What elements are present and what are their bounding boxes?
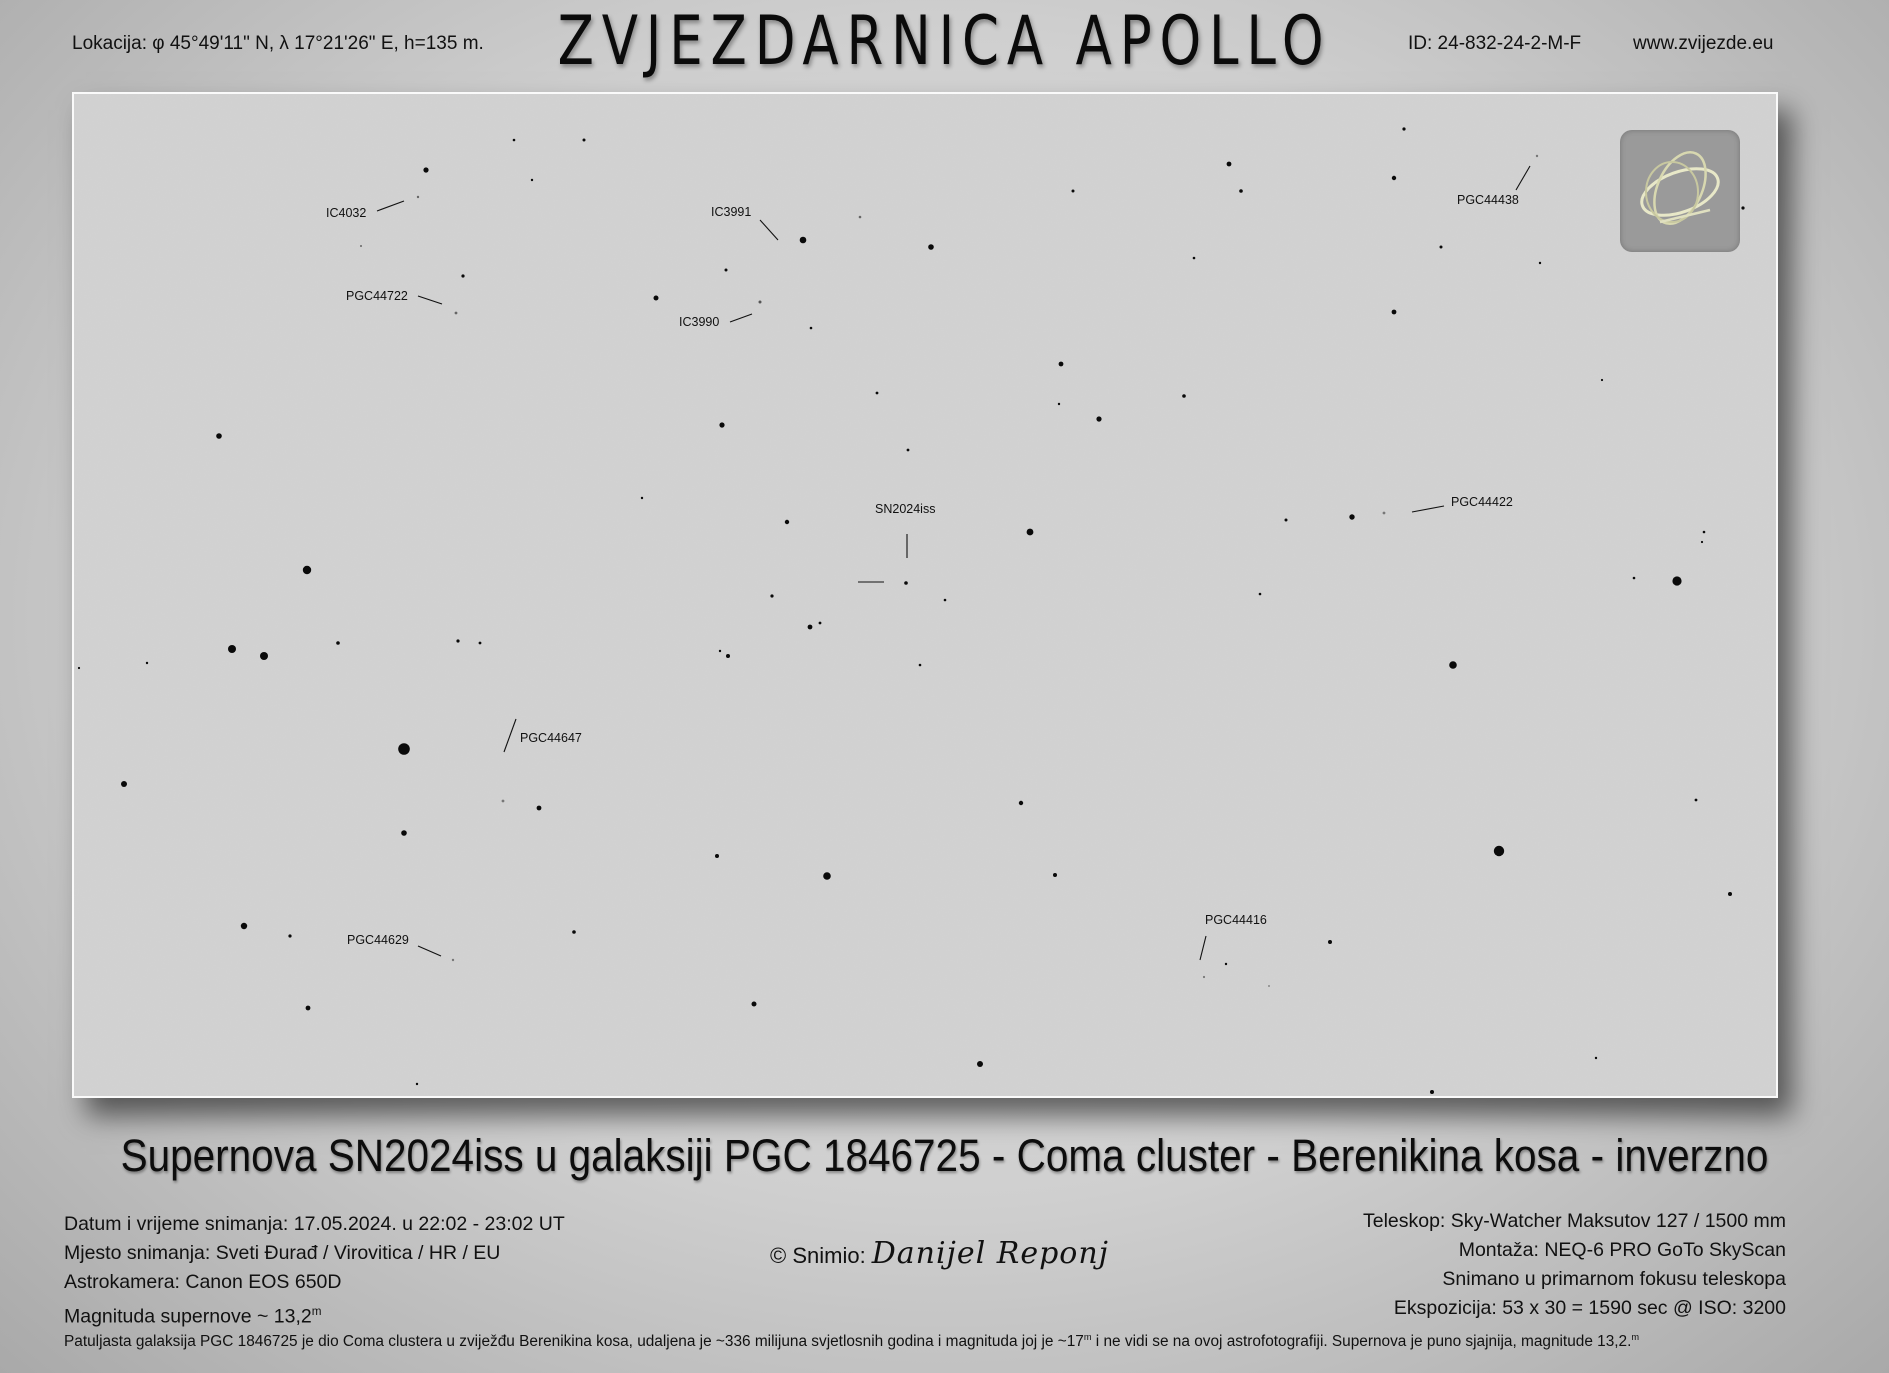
star — [78, 667, 80, 669]
star — [810, 327, 813, 330]
star — [1203, 976, 1205, 978]
star — [823, 872, 831, 880]
star — [1695, 799, 1698, 802]
camera-info: Astrokamera: Canon EOS 650D — [64, 1271, 342, 1293]
star — [725, 269, 728, 272]
star — [1072, 190, 1075, 193]
star — [1268, 985, 1270, 987]
website-text: www.zvijezde.eu — [1633, 33, 1774, 54]
label-sn2024iss: SN2024iss — [875, 502, 936, 516]
star — [583, 139, 586, 142]
star — [513, 139, 516, 142]
sky-noise — [74, 94, 1776, 1096]
star — [726, 654, 730, 658]
photographer-signature: Danijel Reponj — [871, 1236, 1109, 1271]
star — [416, 1083, 418, 1085]
star — [1027, 529, 1034, 536]
star — [417, 196, 419, 198]
star — [1741, 206, 1744, 209]
star — [1328, 940, 1332, 944]
star — [1440, 246, 1443, 249]
star — [572, 930, 576, 934]
star — [654, 296, 659, 301]
star — [1182, 394, 1186, 398]
star — [1728, 892, 1732, 896]
star — [641, 497, 643, 499]
star — [1701, 541, 1703, 543]
location-text: Lokacija: φ 45°49'11" N, λ 17°21'26" E, h=135 m. — [72, 33, 484, 54]
footnote-sup1: m — [1083, 1332, 1092, 1342]
star — [1227, 162, 1232, 167]
star — [1402, 127, 1405, 130]
observatory-logo — [1620, 130, 1740, 252]
star — [1595, 1057, 1597, 1059]
star — [1053, 873, 1057, 877]
mount-info: Montaža: NEQ-6 PRO GoTo SkyScan — [1458, 1239, 1786, 1261]
footnote-text — [64, 1332, 1639, 1351]
magnitude-unit: m — [311, 1305, 322, 1318]
star — [1059, 362, 1064, 367]
star — [1703, 531, 1706, 534]
focus-info: Snimano u primarnom fokusu teleskopa — [1442, 1268, 1786, 1290]
star — [715, 854, 719, 858]
star — [1285, 519, 1288, 522]
star — [1633, 577, 1636, 580]
star — [502, 800, 505, 803]
star — [306, 1006, 311, 1011]
star — [216, 433, 222, 439]
image-id: ID: 24-832-24-2-M-F — [1408, 33, 1582, 54]
label-pgc44416: PGC44416 — [1205, 913, 1267, 927]
star — [1096, 416, 1101, 421]
star — [461, 274, 464, 277]
star — [1225, 963, 1227, 965]
star — [1494, 846, 1504, 856]
star — [808, 625, 813, 630]
footnote-part1: Patuljasta galaksija PGC 1846725 je dio Coma clustera u zviježđu Berenikina kosa, udaljena je ~336 milijuna svjetlosnih godina i magnituda joj je ~17 — [64, 1333, 1084, 1351]
star — [1349, 514, 1354, 519]
capture-details-left — [64, 1210, 565, 1332]
credit-prefix: © Snimio: — [770, 1243, 866, 1268]
label-pgc44438: PGC44438 — [1457, 193, 1519, 207]
exposure-info: Ekspozicija: 53 x 30 = 1590 sec @ ISO: 3200 — [1393, 1297, 1786, 1319]
star — [336, 641, 340, 645]
label-ic4032: IC4032 — [326, 206, 367, 220]
star — [303, 566, 311, 574]
capture-date: Datum i vrijeme snimanja: 17.05.2024. u 22:02 - 23:02 UT — [64, 1213, 565, 1235]
star — [1392, 310, 1397, 315]
label-pgc44647: PGC44647 — [520, 731, 582, 745]
star — [241, 923, 247, 929]
star — [1601, 379, 1603, 381]
star — [819, 622, 822, 625]
star — [288, 934, 291, 937]
star — [228, 645, 236, 653]
magnitude-text: Magnituda supernove ~ 13,2 — [64, 1305, 312, 1328]
star — [800, 237, 807, 244]
star — [398, 743, 410, 755]
star — [928, 244, 934, 250]
star — [537, 806, 542, 811]
capture-place: Mjesto snimanja: Sveti Đurađ / Virovitica / HR / EU — [64, 1242, 501, 1264]
star — [260, 652, 268, 660]
photo-credit — [770, 1236, 1109, 1271]
star — [1672, 576, 1681, 585]
star — [1058, 403, 1060, 405]
star — [785, 520, 789, 524]
star — [944, 599, 947, 602]
star — [479, 642, 482, 645]
orbit-logo-icon — [1620, 130, 1740, 252]
star — [1536, 155, 1538, 157]
star — [456, 639, 459, 642]
label-ic3990: IC3990 — [679, 315, 720, 329]
star — [719, 650, 721, 652]
image-caption: Supernova SN2024iss u galaksiji PGC 1846725 - Coma cluster - Berenikina kosa - inverzno — [120, 1130, 1769, 1181]
footnote-part2: i ne vidi se na ovoj astrofotografiji. Supernova je puno sjajnija, magnitude 13,2. — [1091, 1333, 1632, 1351]
star — [1539, 262, 1541, 264]
star — [146, 662, 148, 664]
star — [423, 167, 428, 172]
equipment-details-right — [1363, 1207, 1786, 1323]
label-pgc44422: PGC44422 — [1451, 495, 1513, 509]
supernova-magnitude — [64, 1297, 565, 1332]
star — [1259, 593, 1262, 596]
star — [401, 830, 407, 836]
star — [907, 449, 910, 452]
star — [1239, 189, 1243, 193]
star-field-svg — [74, 94, 1776, 1096]
star — [1430, 1090, 1434, 1094]
star — [759, 301, 762, 304]
star — [752, 1002, 757, 1007]
star — [770, 594, 773, 597]
footnote-sup2: m — [1631, 1332, 1640, 1342]
star — [1383, 512, 1386, 515]
star — [121, 781, 127, 787]
star — [859, 216, 862, 219]
star — [452, 959, 454, 961]
star — [455, 312, 458, 315]
star — [1019, 801, 1023, 805]
observatory-title: ZVJEZDARNICA APOLLO — [557, 2, 1332, 81]
star — [360, 245, 362, 247]
star — [876, 392, 879, 395]
star — [1193, 257, 1196, 260]
star — [904, 581, 908, 585]
label-pgc44722: PGC44722 — [346, 289, 408, 303]
label-pgc44629: PGC44629 — [347, 933, 409, 947]
telescope-info: Teleskop: Sky-Watcher Maksutov 127 / 1500 mm — [1362, 1210, 1786, 1232]
label-ic3991: IC3991 — [711, 205, 752, 219]
star-field-image — [72, 92, 1778, 1098]
star — [1449, 661, 1457, 669]
star — [1392, 176, 1396, 180]
star — [919, 664, 922, 667]
star — [719, 422, 724, 427]
star — [531, 179, 533, 181]
star — [977, 1061, 983, 1067]
